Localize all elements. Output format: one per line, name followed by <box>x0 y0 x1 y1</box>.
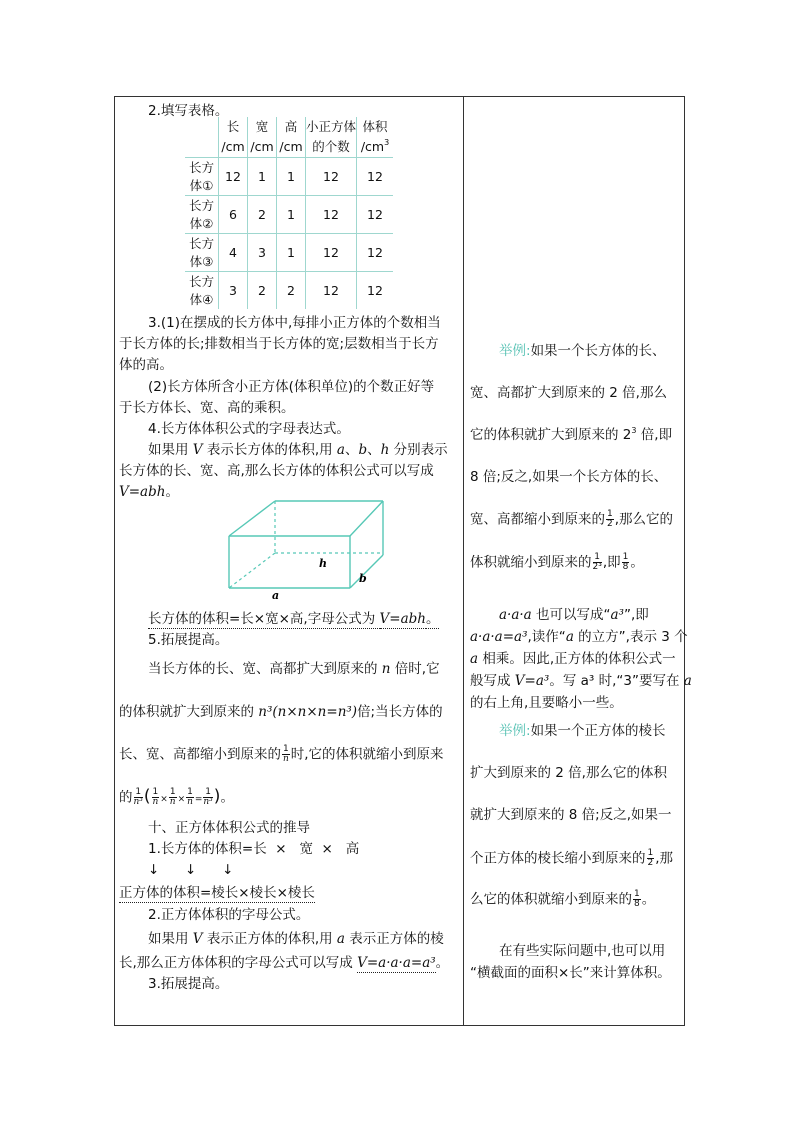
table-cell: 3 <box>219 272 248 310</box>
label-b: b <box>359 572 367 585</box>
s3b-line2: 于长方体长、宽、高的乘积。 <box>119 400 295 416</box>
table-row <box>185 196 393 234</box>
table-cell: 12 <box>357 158 394 196</box>
col-header: 体积 $/cm^3$ <box>357 117 394 158</box>
table-row <box>185 272 393 310</box>
table-row <box>185 158 393 196</box>
s3-line3: 体的高。 <box>119 357 173 373</box>
example-tag: 举例: <box>499 343 531 359</box>
label-a: a <box>272 589 280 600</box>
note-line3: a 相乘。因此,正方体的体积公式一 <box>470 651 676 667</box>
closing-line1: 在有些实际问题中,也可以用 <box>499 943 666 959</box>
s5-heading: 5.拓展提高。 <box>148 632 229 648</box>
example2-line2: 扩大到原来的 2 倍,那么它的体积 <box>470 765 667 781</box>
s10-2-line1: 如果用 V 表示正方体的体积,用 a 表示正方体的棱 <box>148 931 444 947</box>
example1-line3: 它的体积就扩大到原来的 $2^3$ 倍,即 <box>470 426 673 443</box>
col-header: 长 /cm <box>219 117 248 158</box>
col-header: 小正方体 的个数 <box>306 117 357 158</box>
s5-line1: 当长方体的长、宽、高都扩大到原来的 n 倍时,它 <box>148 661 440 677</box>
table-cell: 12 <box>306 196 357 234</box>
note-line4: 般写成 V=a³。写 a³ 时,“3”要写在 a <box>470 673 692 689</box>
row-label: 长方 体① <box>185 158 219 196</box>
example2-line3: 就扩大到原来的 8 倍;反之,如果一 <box>470 807 672 823</box>
example1-line4: 8 倍;反之,如果一个长方体的长、 <box>470 469 668 485</box>
formula-line: 长方体的体积=长×宽×高,字母公式为 V=abh。 <box>148 611 440 627</box>
label-h: h <box>319 557 327 570</box>
example-tag: 举例: <box>499 723 531 739</box>
column-divider <box>463 96 464 1026</box>
example1-line1: 举例:如果一个长方体的长、 <box>499 343 666 359</box>
example2-line5: 么它的体积就缩小到原来的 $\frac{1}{8}$ 。 <box>470 889 656 909</box>
table-cell: 3 <box>248 234 277 272</box>
row-label: 长方 体④ <box>185 272 219 310</box>
row-label: 长方 体③ <box>185 234 219 272</box>
table-cell: 12 <box>306 234 357 272</box>
s5-line2: 的体积就扩大到原来的 n³(n×n×n=n³)倍;当长方体的 <box>119 704 443 720</box>
table-corner <box>185 117 219 158</box>
example2-line1: 举例:如果一个正方体的棱长 <box>499 723 666 739</box>
note-line2: a·a·a=a³,读作“a 的立方”,表示 3 个 <box>470 629 688 645</box>
table-cell: 1 <box>277 196 306 234</box>
s3-line2: 于长方体的长;排数相当于长方体的宽;层数相当于长方 <box>119 336 439 352</box>
s5-line4: 的 $\frac{1}{\text{n³}}$ ( $\frac{1}{n}$ × $\frac{1}{n}$ × $\frac{1}{n}$ = $\frac{1}{\text{n³}}$ )。 <box>119 786 234 807</box>
s10-3-heading: 3.拓展提高。 <box>148 976 229 992</box>
note-line1: a·a·a 也可以写成“a³”,即 <box>499 607 649 623</box>
table-cell: 4 <box>219 234 248 272</box>
table-cell: 12 <box>306 272 357 310</box>
table-cell: 1 <box>248 158 277 196</box>
example1-line5: 宽、高都缩小到原来的 $\frac{1}{2}$ ,那么它的 <box>470 509 674 529</box>
table-cell: 1 <box>277 158 306 196</box>
s4-line2: 长方体的长、宽、高,那么长方体的体积公式可以写成 <box>119 463 434 479</box>
col-header: 宽 /cm <box>248 117 277 158</box>
s10-2-heading: 2.正方体体积的字母公式。 <box>148 907 310 923</box>
s10-line3: 正方体的体积=棱长×棱长×棱长 <box>119 885 315 901</box>
table-cell: 1 <box>277 234 306 272</box>
table-row <box>185 234 393 272</box>
s10-2-line2: 长,那么正方体体积的字母公式可以写成 V=a·a·a=a³。 <box>119 955 450 971</box>
s10-heading: 十、正方体体积公式的推导 <box>148 820 310 836</box>
s5-line3: 长、宽、高都缩小到原来的 $\frac{1}{n}$ 时,它的体积就缩小到原来 <box>119 744 444 764</box>
table-cell: 6 <box>219 196 248 234</box>
s10-line1: 1.长方体的体积=长 × 宽 × 高 <box>148 841 360 857</box>
s4-heading: 4.长方体体积公式的字母表达式。 <box>148 421 350 437</box>
table-cell: 2 <box>248 272 277 310</box>
table-cell: 12 <box>357 234 394 272</box>
example1-line2: 宽、高都扩大到原来的 2 倍,那么 <box>470 385 667 401</box>
table-cell: 2 <box>277 272 306 310</box>
note-line5: 的右上角,且要略小一些。 <box>470 695 623 711</box>
table-cell: 12 <box>219 158 248 196</box>
example2-line4: 个正方体的棱长缩小到原来的 $\frac{1}{2}$ ,那 <box>470 848 674 868</box>
s3-line1: 3.(1)在摆成的长方体中,每排小正方体的个数相当 <box>148 315 441 331</box>
s10-arrows: ↓ ↓ ↓ <box>148 862 234 878</box>
table-cell: 12 <box>357 272 394 310</box>
s4-line1: 如果用 V 表示长方体的体积,用 a、b、h 分别表示 <box>148 442 448 458</box>
example1-line6: 体积就缩小到原来的 $\frac{1}{\text{2³}}$ ,即 $\frac{1}{8}$ 。 <box>470 552 644 572</box>
table-cell: 2 <box>248 196 277 234</box>
closing-line2: “横截面的面积×长”来计算体积。 <box>470 965 671 981</box>
cuboid-figure <box>215 495 395 600</box>
s4-line3: V=abh。 <box>119 484 179 500</box>
section-2-heading: 2.填写表格。 <box>148 103 229 119</box>
table-cell: 12 <box>306 158 357 196</box>
row-label: 长方 体② <box>185 196 219 234</box>
s3b-line1: (2)长方体所含小正方体(体积单位)的个数正好等 <box>148 379 435 395</box>
fill-in-table <box>185 117 393 309</box>
table-cell: 12 <box>357 196 394 234</box>
col-header: 高 /cm <box>277 117 306 158</box>
